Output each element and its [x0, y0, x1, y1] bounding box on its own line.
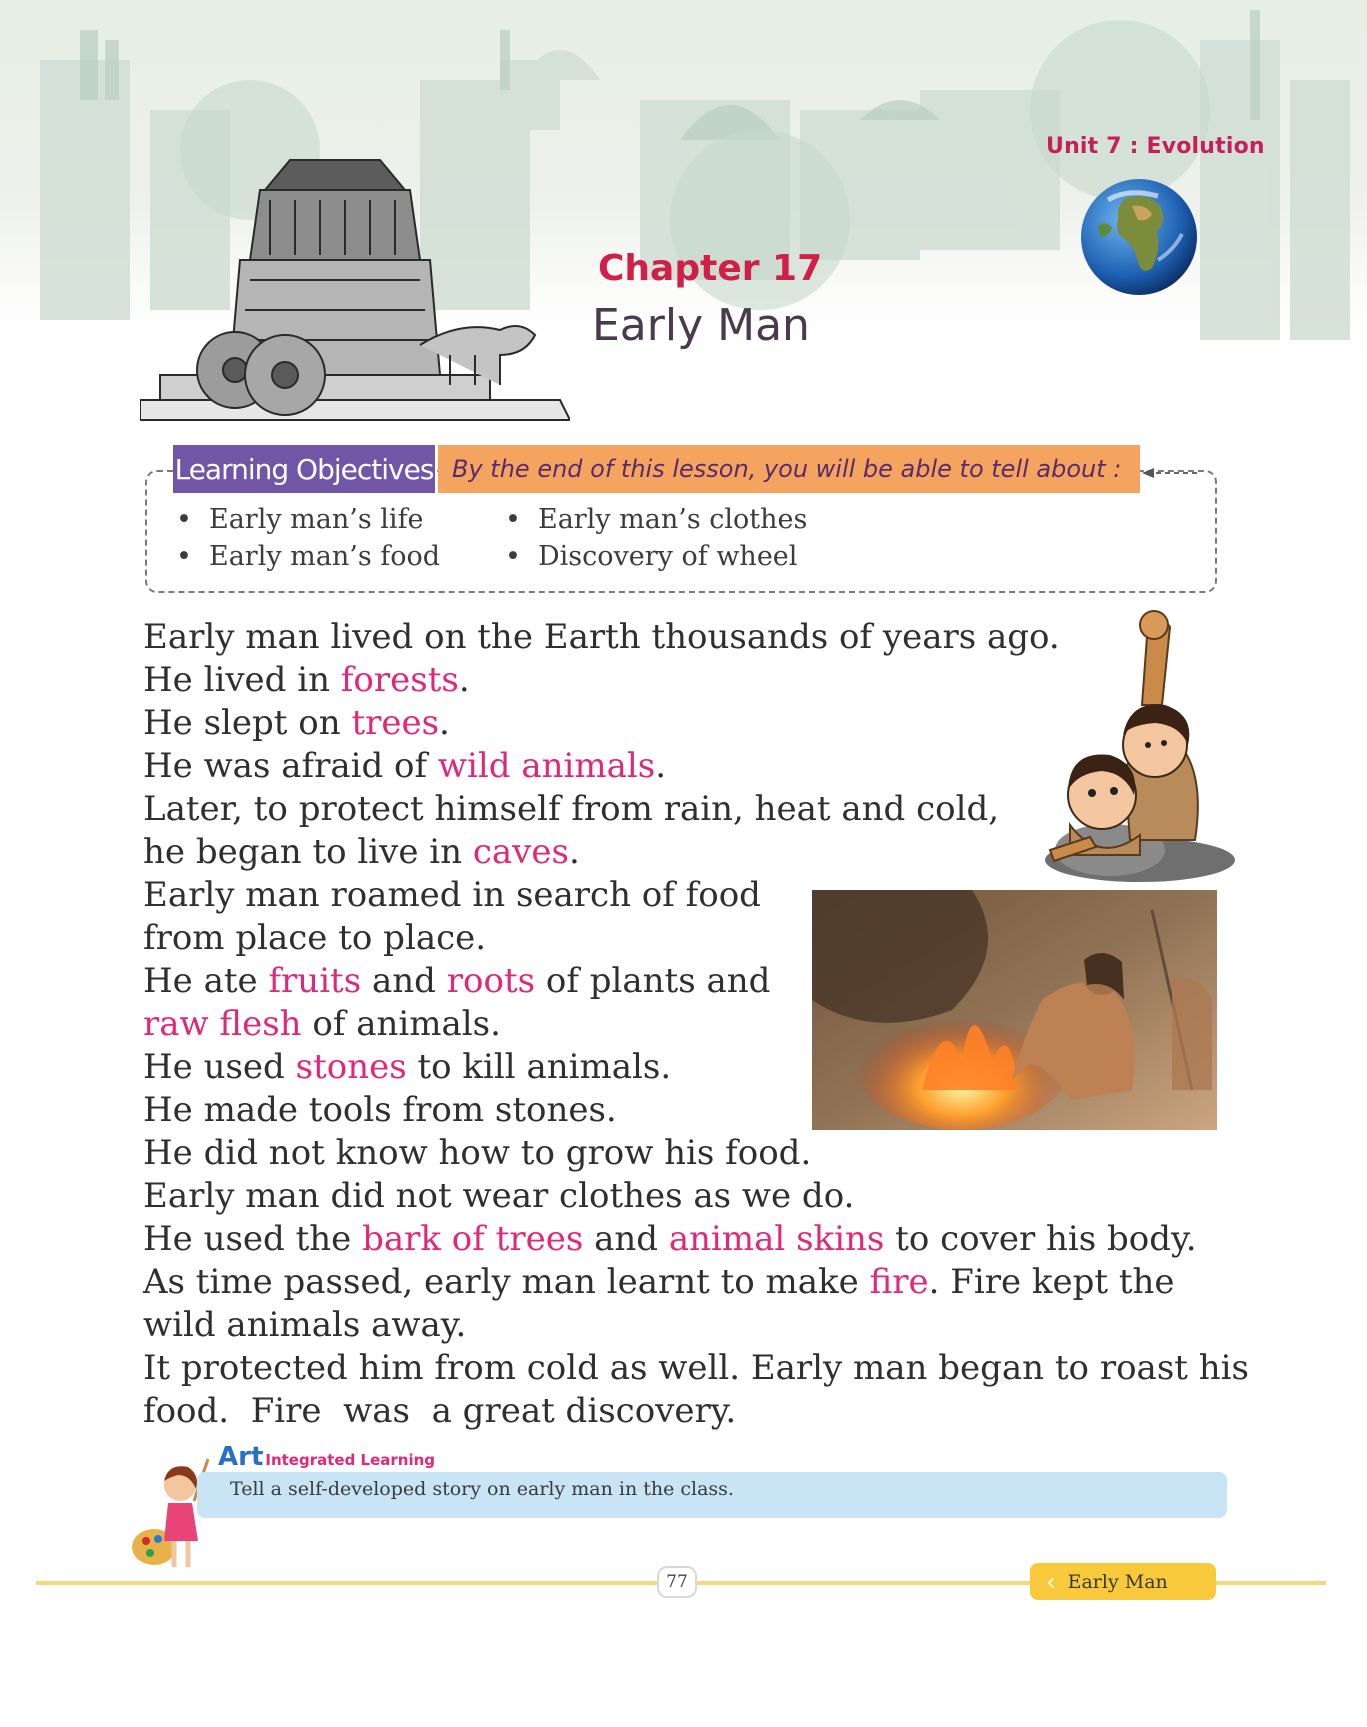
globe-icon [1078, 176, 1200, 298]
body-line: He used the bark of trees and animal skins to cover his body. [143, 1219, 1197, 1259]
art-integrated-learning-title: Art Integrated Learning [218, 1442, 436, 1472]
body-line: Early man lived on the Earth thousands of years ago. [143, 617, 1060, 657]
cavemen-cartoon-illustration [1030, 605, 1235, 883]
chapter-number: Chapter 17 [598, 248, 823, 289]
body-line: wild animals away. [143, 1305, 467, 1345]
unit-label: Unit 7 : Evolution [1046, 134, 1265, 159]
body-line: He did not know how to grow his food. [143, 1133, 812, 1173]
objective-item: • Early man’s clothes [505, 504, 807, 541]
pin-icon [1140, 466, 1200, 480]
body-line: Later, to protect himself from rain, heat and cold, [143, 789, 1000, 829]
page-number: 77 [657, 1566, 697, 1598]
body-line: He ate fruits and roots of plants and [143, 961, 771, 1001]
body-line: raw flesh of animals. [143, 1004, 501, 1044]
art-integrated-learning-text: Tell a self-developed story on early man in the class. [230, 1478, 734, 1500]
body-line: He made tools from stones. [143, 1090, 617, 1130]
objectives-list-left [176, 504, 440, 578]
body-line: As time passed, early man learnt to make fire. Fire kept the [143, 1262, 1175, 1302]
body-line: Early man did not wear clothes as we do. [143, 1176, 855, 1216]
chevron-left-icon: ‹ [1046, 1567, 1056, 1596]
objectives-list-right [505, 504, 807, 578]
body-line: He lived in forests. [143, 660, 470, 700]
body-line: He slept on trees. [143, 703, 450, 743]
stone-chariot-illustration [140, 150, 570, 430]
learning-objectives-intro: By the end of this lesson, you will be able to tell about : [438, 445, 1140, 493]
chapter-tab [1030, 1563, 1216, 1600]
body-line: He used stones to kill animals. [143, 1047, 672, 1087]
learning-objectives-tag: Learning Objectives [173, 445, 435, 493]
chapter-tab-label: Early Man [1067, 1570, 1168, 1593]
body-line: Early man roamed in search of food [143, 875, 761, 915]
body-line: He was afraid of wild animals. [143, 746, 667, 786]
early-man-fire-photo [812, 890, 1217, 1130]
body-line: he began to live in caves. [143, 832, 580, 872]
chapter-title: Early Man [592, 300, 810, 351]
body-line: It protected him from cold as well. Early man began to roast his [143, 1348, 1249, 1388]
body-line: from place to place. [143, 918, 487, 958]
objective-item: • Early man’s life [176, 504, 440, 541]
objective-item: • Early man’s food [176, 541, 440, 578]
body-line: food. Fire was a great discovery. [143, 1391, 737, 1431]
objective-item: • Discovery of wheel [505, 541, 807, 578]
